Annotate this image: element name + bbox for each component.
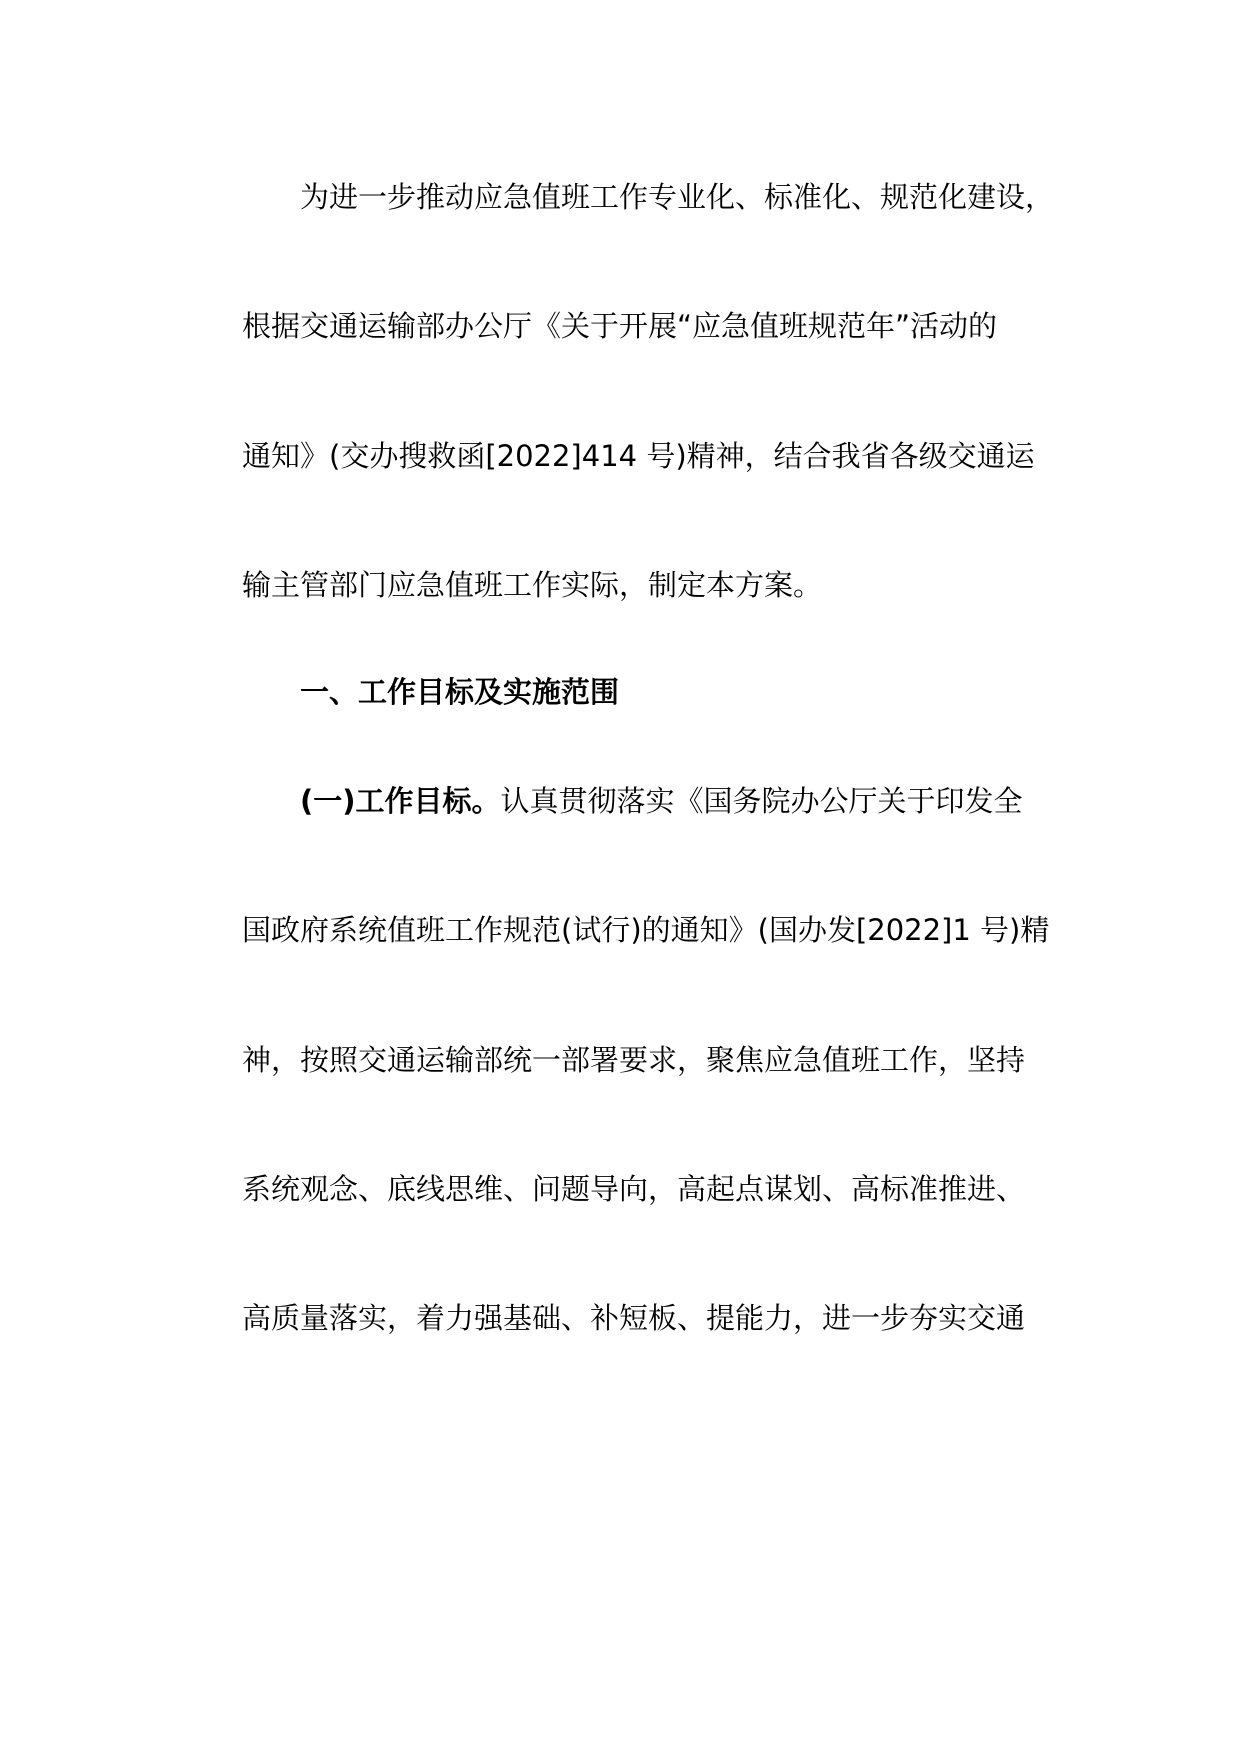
paragraph-line: 系统观念、底线思维、问题导向，高起点谋划、高标准推进、 — [242, 1172, 1026, 1206]
subsection-heading: (一)工作目标。 — [300, 784, 501, 818]
paragraph-line: 输主管部门应急值班工作实际，制定本方案。 — [242, 568, 823, 602]
paragraph-line: 神，按照交通运输部统一部署要求，聚焦应急值班工作，坚持 — [242, 1043, 1026, 1077]
paragraph-line: 国政府系统值班工作规范(试行)的通知》(国办发[2022]1 号)精 — [242, 913, 1050, 947]
paragraph-line: 为进一步推动应急值班工作专业化、标准化、规范化建设， — [300, 180, 1055, 214]
paragraph-line: 通知》(交办搜救函[2022]414 号)精神，结合我省各级交通运 — [242, 439, 1035, 473]
subsection-text: 认真贯彻落实《国务院办公厅关于印发全 — [500, 784, 1023, 818]
paragraph-line: 根据交通运输部办公厅《关于开展“应急值班规范年”活动的 — [242, 309, 998, 343]
paragraph-line: 高质量落实，着力强基础、补短板、提能力，进一步夯实交通 — [242, 1301, 1026, 1335]
section-heading: 一、工作目标及实施范围 — [300, 675, 620, 709]
subsection-first-line — [300, 781, 1023, 821]
